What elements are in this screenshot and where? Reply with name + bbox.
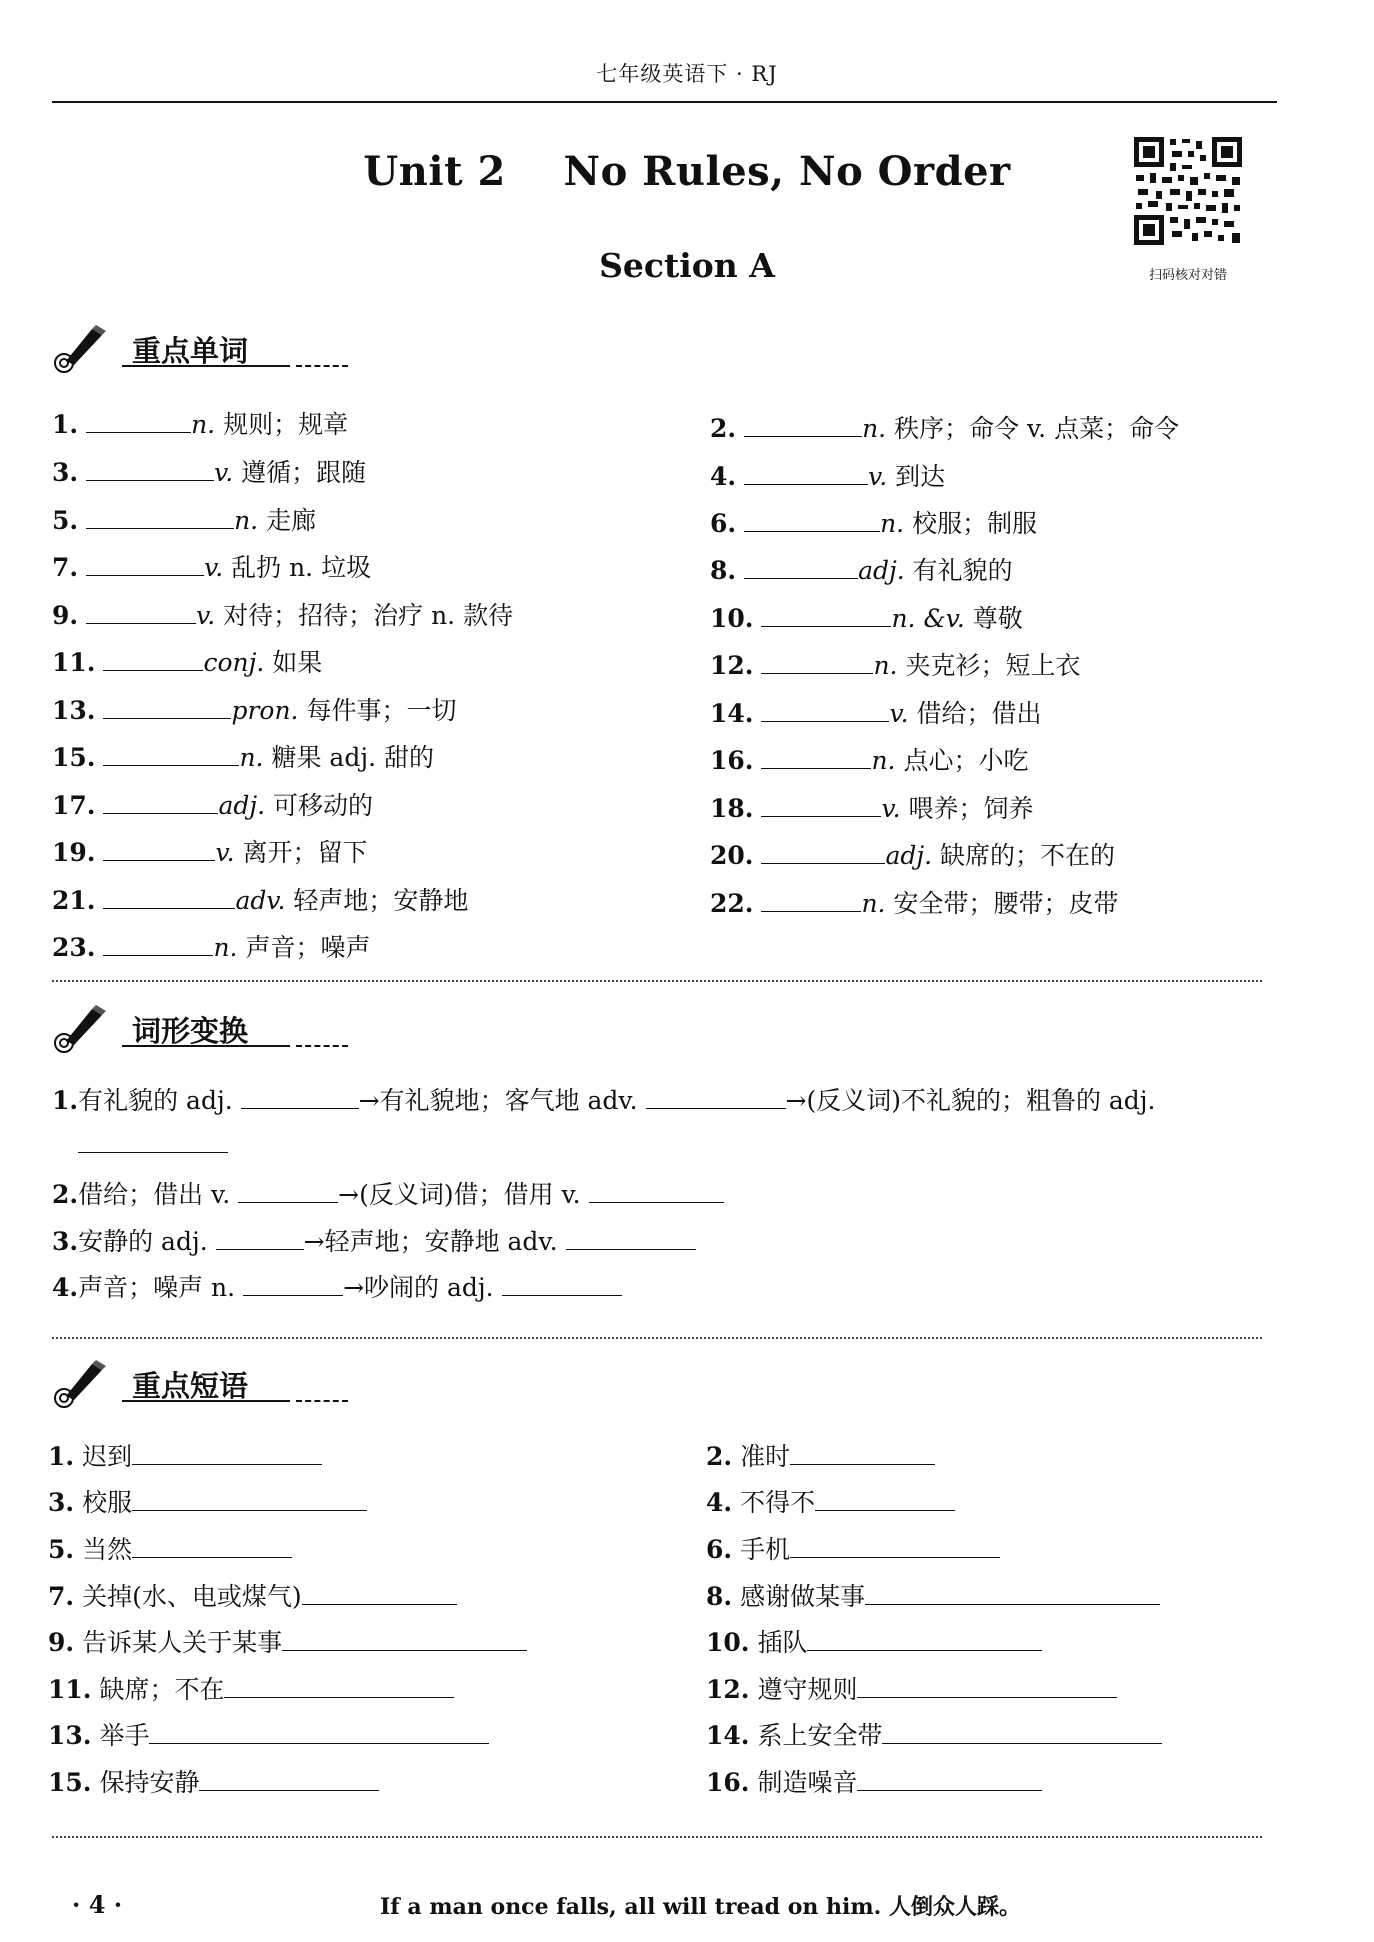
part-of-speech: v. xyxy=(204,553,224,582)
item-number: 3. xyxy=(52,458,79,487)
word-meaning: 有礼貌的 xyxy=(912,556,1013,585)
answer-blank[interactable] xyxy=(241,1086,359,1109)
part-of-speech: n. xyxy=(862,414,887,443)
answer-blank[interactable] xyxy=(86,410,191,433)
item-number: 7. xyxy=(52,553,79,582)
phrase-text: 手机 xyxy=(740,1535,791,1564)
phrase-row-14 xyxy=(706,1721,1162,1751)
answer-blank[interactable] xyxy=(238,1180,338,1203)
section-separator xyxy=(52,1337,1262,1339)
part-of-speech: pron. xyxy=(231,696,299,725)
item-number: 2. xyxy=(706,1442,733,1471)
answer-blank[interactable] xyxy=(199,1768,379,1791)
item-number: 4. xyxy=(710,462,737,491)
phrase-text: 保持安静 xyxy=(99,1768,200,1797)
section-heading-label: 重点短语 xyxy=(132,1369,249,1403)
answer-blank[interactable] xyxy=(865,1582,1160,1605)
phrase-row-10 xyxy=(706,1628,1042,1658)
part-of-speech: v. xyxy=(196,601,216,630)
word-row-5 xyxy=(52,506,316,536)
item-number: 3. xyxy=(48,1488,75,1517)
phrase-text: 当然 xyxy=(82,1535,133,1564)
qr-code-icon[interactable] xyxy=(1132,135,1244,247)
form-row-2: 2.借给；借出 v. →(反义词)借；借用 v. xyxy=(52,1180,724,1210)
section-heading-words xyxy=(52,325,362,373)
phrase-text: 缺席；不在 xyxy=(99,1675,225,1704)
phrase-row-16 xyxy=(706,1768,1042,1798)
qr-caption: 扫码核对对错 xyxy=(1148,268,1227,283)
word-meaning: 每件事；一切 xyxy=(306,696,457,725)
word-meaning: 夹克衫；短上衣 xyxy=(905,651,1081,680)
word-meaning: 缺席的；不在的 xyxy=(940,841,1116,870)
phrase-text: 遵守规则 xyxy=(757,1675,858,1704)
answer-blank[interactable] xyxy=(807,1628,1042,1651)
answer-blank[interactable] xyxy=(589,1180,724,1203)
word-row-12 xyxy=(710,651,1080,681)
answer-blank[interactable] xyxy=(103,933,213,956)
phrase-row-4 xyxy=(706,1488,955,1518)
item-number: 1. xyxy=(48,1442,75,1471)
answer-blank[interactable] xyxy=(857,1768,1042,1791)
answer-blank[interactable] xyxy=(302,1582,457,1605)
word-meaning: 点心；小吃 xyxy=(903,746,1029,775)
word-row-4 xyxy=(710,462,945,492)
section-separator xyxy=(52,1836,1262,1838)
phrase-text: 感谢做某事 xyxy=(740,1582,866,1611)
phrase-row-5 xyxy=(48,1535,292,1565)
word-row-15 xyxy=(52,743,434,773)
item-number: 8. xyxy=(710,556,737,585)
part-of-speech: n. xyxy=(234,506,259,535)
item-number: 22. xyxy=(710,889,754,918)
part-of-speech: adj. xyxy=(858,556,905,585)
answer-blank[interactable] xyxy=(761,604,891,627)
word-meaning: 走廊 xyxy=(266,506,317,535)
word-row-8 xyxy=(710,556,1013,586)
section-heading-forms xyxy=(52,1005,362,1053)
answer-blank[interactable] xyxy=(566,1227,696,1250)
part-of-speech: v. xyxy=(215,838,235,867)
answer-blank[interactable] xyxy=(790,1442,935,1465)
phrase-row-3 xyxy=(48,1488,367,1518)
item-number: 7. xyxy=(48,1582,75,1611)
answer-blank[interactable] xyxy=(882,1721,1162,1744)
item-number: 9. xyxy=(52,601,79,630)
header-divider xyxy=(52,101,1277,103)
word-row-3 xyxy=(52,458,366,488)
phrase-row-7 xyxy=(48,1582,457,1612)
answer-blank[interactable] xyxy=(815,1488,955,1511)
word-row-11 xyxy=(52,648,322,678)
item-number: 15. xyxy=(48,1768,92,1797)
item-number: 17. xyxy=(52,791,96,820)
unit-title: Unit 2 No Rules, No Order xyxy=(363,148,1011,195)
phrase-text: 关掉(水、电或煤气) xyxy=(82,1582,302,1611)
answer-blank[interactable] xyxy=(761,651,873,674)
word-meaning: 乱扔 n. 垃圾 xyxy=(231,553,372,582)
answer-blank[interactable] xyxy=(132,1488,367,1511)
word-row-22 xyxy=(710,889,1118,919)
answer-blank[interactable] xyxy=(132,1442,322,1465)
word-meaning: 可移动的 xyxy=(273,791,374,820)
word-row-20 xyxy=(710,841,1115,871)
phrase-text: 插队 xyxy=(757,1628,808,1657)
phrase-row-8 xyxy=(706,1582,1160,1612)
word-meaning: 校服；制服 xyxy=(912,509,1038,538)
answer-blank[interactable] xyxy=(761,841,885,864)
answer-blank[interactable] xyxy=(86,553,204,576)
pencil-icon xyxy=(52,325,112,373)
word-meaning: 规则；规章 xyxy=(223,410,349,439)
item-number: 11. xyxy=(48,1675,92,1704)
phrase-text: 告诉某人关于某事 xyxy=(82,1628,283,1657)
word-row-19 xyxy=(52,838,368,868)
section-heading-label: 重点单词 xyxy=(132,334,249,368)
word-row-1 xyxy=(52,410,348,440)
item-number: 4. xyxy=(706,1488,733,1517)
part-of-speech: n. xyxy=(871,746,896,775)
answer-blank[interactable] xyxy=(646,1086,786,1109)
section-separator xyxy=(52,980,1262,982)
form-row-4: 4.声音；噪声 n. →吵闹的 adj. xyxy=(52,1273,622,1303)
answer-blank[interactable] xyxy=(761,699,889,722)
word-meaning: 轻声地；安静地 xyxy=(293,886,469,915)
part-of-speech: n. xyxy=(873,651,898,680)
answer-blank[interactable] xyxy=(86,506,234,529)
answer-blank[interactable] xyxy=(103,791,218,814)
word-meaning: 对待；招待；治疗 n. 款待 xyxy=(223,601,514,630)
word-row-6 xyxy=(710,509,1037,539)
answer-blank[interactable] xyxy=(103,838,215,861)
form-row-3: 3.安静的 adj. →轻声地；安静地 adv. xyxy=(52,1227,696,1257)
item-number: 12. xyxy=(706,1675,750,1704)
item-number: 18. xyxy=(710,794,754,823)
part-of-speech: conj. xyxy=(203,648,265,677)
footer-proverb: If a man once falls, all will tread on him. 人倒众人踩。 xyxy=(380,1894,1021,1920)
word-meaning: 离开；留下 xyxy=(242,838,368,867)
answer-blank[interactable] xyxy=(744,509,880,532)
item-number: 23. xyxy=(52,933,96,962)
part-of-speech: n. xyxy=(213,933,238,962)
item-number: 10. xyxy=(706,1628,750,1657)
item-number: 5. xyxy=(48,1535,75,1564)
word-row-16 xyxy=(710,746,1028,776)
word-meaning: 遵循；跟随 xyxy=(241,458,367,487)
item-number: 5. xyxy=(52,506,79,535)
phrase-row-15 xyxy=(48,1768,379,1798)
answer-blank[interactable] xyxy=(103,648,203,671)
phrase-text: 举手 xyxy=(99,1721,150,1750)
phrase-text: 系上安全带 xyxy=(757,1721,883,1750)
word-row-7 xyxy=(52,553,371,583)
phrase-row-2 xyxy=(706,1442,935,1472)
part-of-speech: n. xyxy=(191,410,216,439)
word-row-23 xyxy=(52,933,370,963)
word-row-9 xyxy=(52,601,513,631)
item-number: 9. xyxy=(48,1628,75,1657)
word-row-2 xyxy=(710,414,1179,444)
word-meaning: 到达 xyxy=(895,462,946,491)
item-number: 16. xyxy=(710,746,754,775)
word-row-14 xyxy=(710,699,1042,729)
answer-blank[interactable] xyxy=(761,746,871,769)
answer-blank[interactable] xyxy=(132,1535,292,1558)
section-heading-label: 词形变换 xyxy=(132,1014,249,1048)
word-row-13 xyxy=(52,696,456,726)
section-title: Section A xyxy=(599,246,775,285)
item-number: 10. xyxy=(710,604,754,633)
part-of-speech: v. xyxy=(881,794,901,823)
word-meaning: 如果 xyxy=(272,648,323,677)
answer-blank[interactable] xyxy=(744,556,858,579)
answer-blank[interactable] xyxy=(216,1227,304,1250)
phrase-text: 校服 xyxy=(82,1488,133,1517)
item-number: 14. xyxy=(706,1721,750,1750)
phrase-text: 制造噪音 xyxy=(757,1768,858,1797)
word-meaning: 安全带；腰带；皮带 xyxy=(893,889,1119,918)
part-of-speech: n. xyxy=(239,743,264,772)
part-of-speech: v. xyxy=(889,699,909,728)
part-of-speech: n. &v. xyxy=(891,604,965,633)
book-header: 七年级英语下 · RJ xyxy=(596,62,778,86)
item-number: 19. xyxy=(52,838,96,867)
item-number: 6. xyxy=(706,1535,733,1564)
item-number: 13. xyxy=(48,1721,92,1750)
part-of-speech: adj. xyxy=(885,841,933,870)
word-row-10 xyxy=(710,604,1023,634)
item-number: 12. xyxy=(710,651,754,680)
phrase-row-1 xyxy=(48,1442,322,1472)
item-number: 2. xyxy=(710,414,737,443)
item-number: 16. xyxy=(706,1768,750,1797)
item-number: 1. xyxy=(52,410,79,439)
phrase-text: 不得不 xyxy=(740,1488,816,1517)
part-of-speech: n. xyxy=(880,509,905,538)
item-number: 14. xyxy=(710,699,754,728)
answer-blank[interactable] xyxy=(103,886,235,909)
answer-blank[interactable] xyxy=(243,1273,343,1296)
part-of-speech: n. xyxy=(861,889,886,918)
answer-blank[interactable] xyxy=(282,1628,527,1651)
answer-blank[interactable] xyxy=(78,1152,228,1153)
phrase-row-9 xyxy=(48,1628,527,1658)
item-number: 11. xyxy=(52,648,96,677)
word-row-17 xyxy=(52,791,373,821)
phrase-text: 准时 xyxy=(740,1442,791,1471)
item-number: 6. xyxy=(710,509,737,538)
answer-blank[interactable] xyxy=(502,1273,622,1296)
word-row-18 xyxy=(710,794,1034,824)
answer-blank[interactable] xyxy=(761,889,861,912)
pencil-icon xyxy=(52,1005,112,1053)
section-heading-phrases xyxy=(52,1360,362,1408)
word-meaning: 喂养；饲养 xyxy=(908,794,1034,823)
phrase-text: 迟到 xyxy=(82,1442,133,1471)
answer-blank[interactable] xyxy=(744,414,862,437)
word-meaning: 糖果 adj. 甜的 xyxy=(271,743,434,772)
part-of-speech: adj. xyxy=(218,791,266,820)
answer-blank[interactable] xyxy=(744,462,868,485)
word-meaning: 秩序；命令 v. 点菜；命令 xyxy=(894,414,1180,443)
part-of-speech: adv. xyxy=(235,886,286,915)
answer-blank[interactable] xyxy=(857,1675,1117,1698)
item-number: 8. xyxy=(706,1582,733,1611)
answer-blank[interactable] xyxy=(149,1721,489,1744)
item-number: 21. xyxy=(52,886,96,915)
word-meaning: 借给；借出 xyxy=(916,699,1042,728)
answer-blank[interactable] xyxy=(790,1535,1000,1558)
part-of-speech: v. xyxy=(868,462,888,491)
answer-blank[interactable] xyxy=(86,458,214,481)
phrase-row-13 xyxy=(48,1721,489,1751)
phrase-row-11 xyxy=(48,1675,454,1705)
answer-blank[interactable] xyxy=(86,601,196,624)
item-number: 13. xyxy=(52,696,96,725)
answer-blank[interactable] xyxy=(761,794,881,817)
word-meaning: 尊敬 xyxy=(972,604,1023,633)
word-row-21 xyxy=(52,886,468,916)
item-number: 15. xyxy=(52,743,96,772)
page-number: · 4 · xyxy=(72,1890,123,1919)
phrase-row-6 xyxy=(706,1535,1000,1565)
part-of-speech: v. xyxy=(214,458,234,487)
form-row-1: 1.有礼貌的 adj. →有礼貌地；客气地 adv. →(反义词)不礼貌的；粗鲁的 adj. xyxy=(52,1086,1156,1115)
pencil-icon xyxy=(52,1360,112,1408)
word-meaning: 声音；噪声 xyxy=(245,933,371,962)
answer-blank[interactable] xyxy=(103,696,231,719)
phrase-row-12 xyxy=(706,1675,1117,1705)
answer-blank[interactable] xyxy=(224,1675,454,1698)
item-number: 20. xyxy=(710,841,754,870)
answer-blank[interactable] xyxy=(103,743,239,766)
